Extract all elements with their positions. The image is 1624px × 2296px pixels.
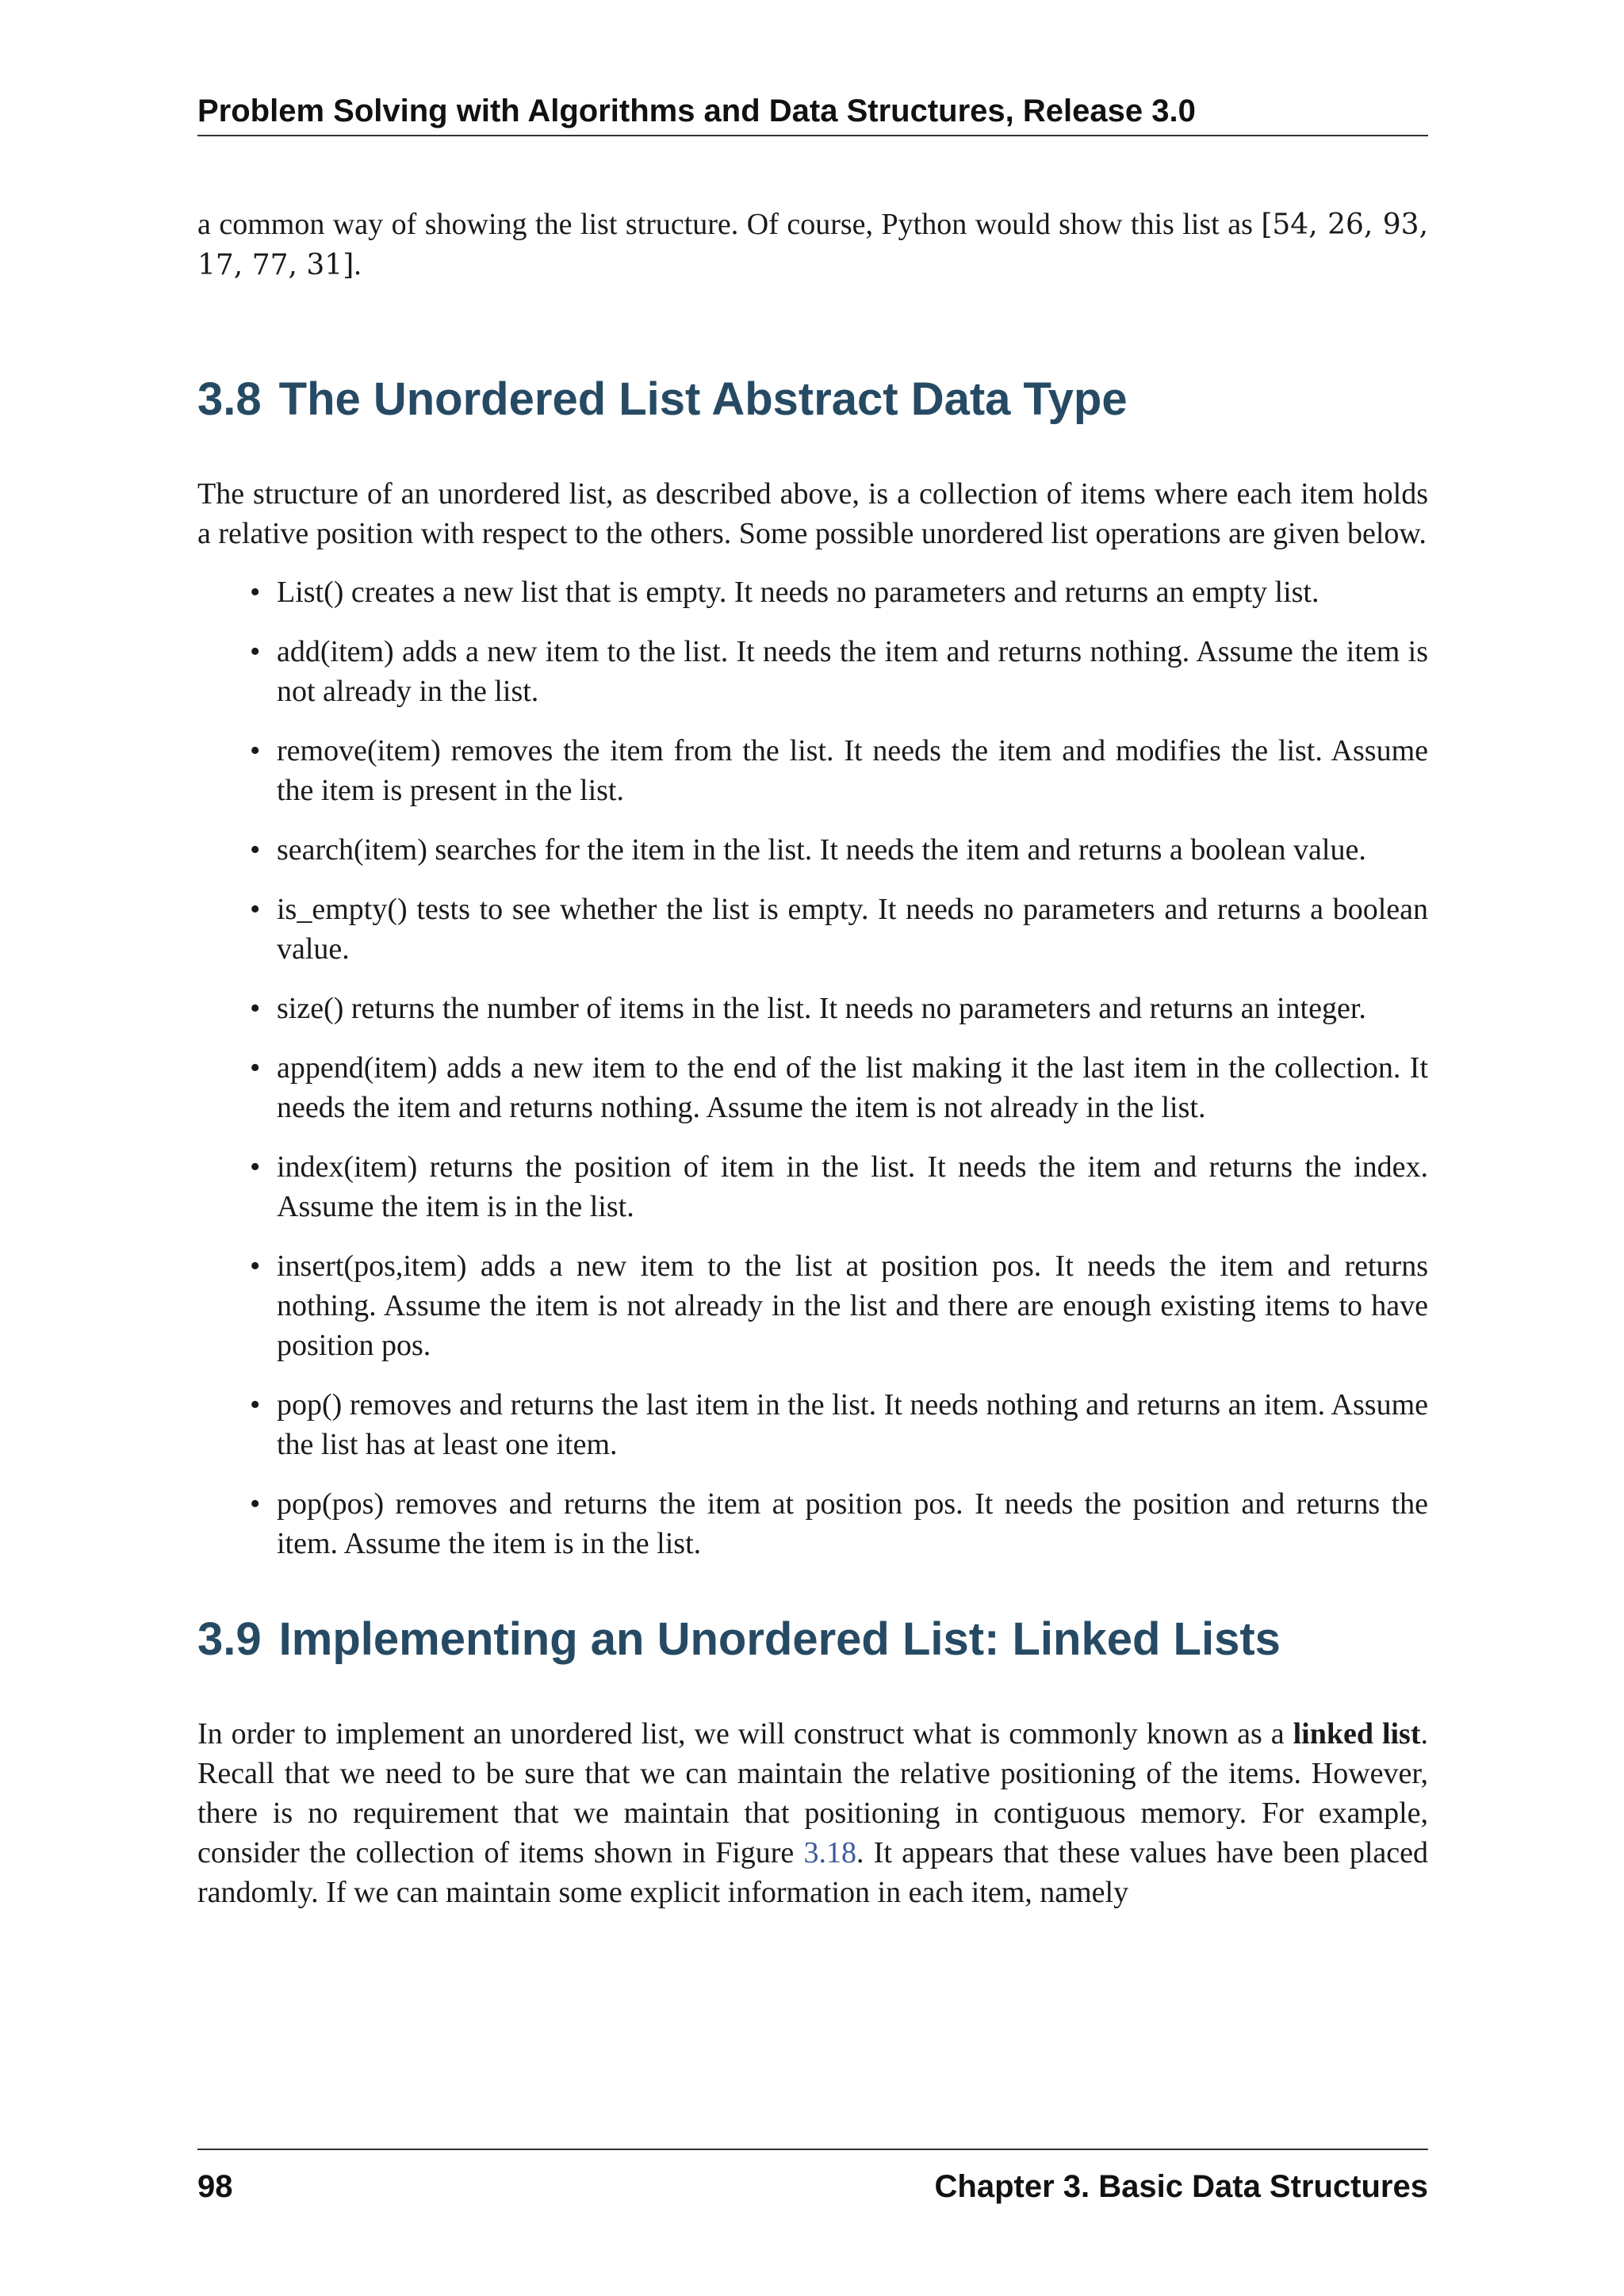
operations-list [197, 572, 1428, 1563]
page-number: 98 [197, 2169, 233, 2204]
page-footer [197, 2149, 1428, 2207]
paragraph-text: . Recall that we need to be sure that we can maintain the relative positioning of the items. However, there is no requirement that we maintain that positioning in contiguous memory. For example, consider the collection of items shown in Figure [197, 1717, 1428, 1869]
paragraph-text: . It appears that these values have been placed randomly. If we can maintain some explicit information in each item, namely [197, 1836, 1429, 1909]
list-item: • search(item) searches for the item in the list. It needs the item and returns a boolean value. [277, 830, 1428, 870]
list-literal: [54, 26, 93, 17, 77, 31] [197, 209, 1429, 281]
intro-text: a common way of showing the list structure. Of course, Python would show this list as [197, 208, 1253, 241]
section-title: Implementing an Unordered List: Linked Lists [278, 1613, 1281, 1665]
section-title: The Unordered List Abstract Data Type [278, 373, 1128, 425]
list-item: • remove(item) removes the item from the list. It needs the item and modifies the list. Assume the item is present in the list. [277, 731, 1428, 810]
list-item: • is_empty() tests to see whether the list is empty. It needs no parameters and returns a boolean value. [277, 890, 1428, 969]
figure-reference-link[interactable]: 3.18 [803, 1836, 856, 1869]
page [197, 0, 1428, 2296]
list-item: • index(item) returns the position of item in the list. It needs the item and returns the index. Assume the item is in the list. [277, 1147, 1428, 1226]
list-item: • pop() removes and returns the last item in the list. It needs nothing and returns an item. Assume the list has at least one item. [277, 1385, 1428, 1464]
section-3-8-paragraph: The structure of an unordered list, as described above, is a collection of items where each item holds a relative position with respect to the others. Some possible unordered list operations are given below. [197, 477, 1428, 550]
running-header: Problem Solving with Algorithms and Data Structures, Release 3.0 [197, 89, 1428, 136]
section-number: 3.8 [197, 373, 262, 425]
section-3-9-paragraph [197, 1714, 1428, 1912]
list-item: • append(item) adds a new item to the end of the list making it the last item in the collection. It needs the item and returns nothing. Assume the item is not already in the list. [277, 1048, 1428, 1127]
section-heading-3-9 [197, 1611, 1428, 1668]
intro-paragraph [197, 205, 1428, 285]
chapter-title: Chapter 3. Basic Data Structures [934, 2169, 1428, 2204]
intro-end: . [354, 248, 362, 281]
section-heading-3-8 [197, 371, 1428, 428]
list-item: • pop(pos) removes and returns the item at position pos. It needs the position and returns the item. Assume the item is in the list. [277, 1484, 1428, 1563]
page-body [197, 205, 1428, 1912]
section-number: 3.9 [197, 1613, 262, 1665]
list-item: • insert(pos,item) adds a new item to the list at position pos. It needs the item and returns nothing. Assume the item is not already in the list and there are enough existing items to have position pos. [277, 1246, 1428, 1365]
paragraph-text: In order to implement an unordered list, we will construct what is commonly known as a [197, 1717, 1293, 1751]
list-item: • size() returns the number of items in the list. It needs no parameters and returns an integer. [277, 989, 1428, 1028]
term-linked-list: linked list [1293, 1717, 1421, 1751]
list-item: • List() creates a new list that is empty. It needs no parameters and returns an empty list. [277, 572, 1428, 612]
list-item: • add(item) adds a new item to the list. It needs the item and returns nothing. Assume the item is not already in the list. [277, 632, 1428, 711]
